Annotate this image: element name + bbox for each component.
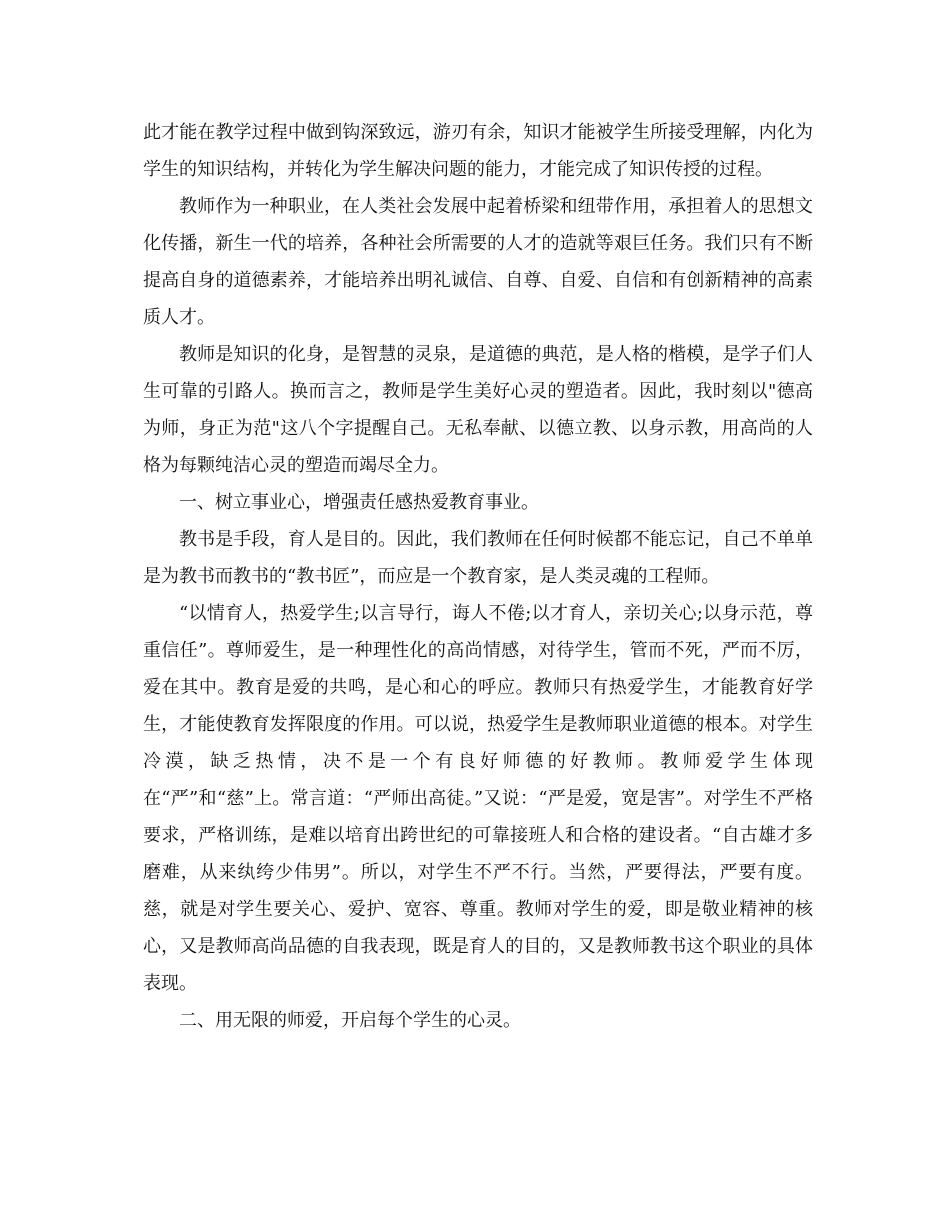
document-body (143, 114, 813, 1039)
section-heading-1: 一、树立事业心，增强责任感热爱教育事业。 (179, 492, 539, 513)
section-heading-2: 二、用无限的师爱，开启每个学生的心灵。 (179, 1010, 521, 1031)
paragraph-teacher-role-model: 教师是知识的化身，是智慧的灵泉，是道德的典范，是人格的楷模，是学子们人生可靠的引路人。换而言之，教师是学生美好心灵的塑造者。因此，我时刻以"德高为师，身正为范"这八个字提醒自己。无私奉献、以德立教、以身示教，用高尚的人格为每颗纯洁心灵的塑造而竭尽全力。 (143, 344, 813, 476)
paragraph-teacher-profession: 教师作为一种职业，在人类社会发展中起着桥梁和纽带作用，承担着人的思想文化传播，新生一代的培养，各种社会所需要的人才的造就等艰巨任务。我们只有不断提高自身的道德素养，才能培养出明礼诚信、自尊、自爱、自信和有创新精神的高素质人才。 (143, 196, 813, 328)
paragraph-love-students: “以情育人，热爱学生;以言导行，诲人不倦;以才育人，亲切关心;以身示范，尊重信任”。尊师爱生，是一种理性化的高尚情感，对待学生，管而不死，严而不厉，爱在其中。教育是爱的共鸣，是心和心的呼应。教师只有热爱学生，才能教育好学生，才能使教育发挥限度的作用。可以说，热爱学生是教师职业道德的根本。对学生冷漠，缺乏热情，决不是一个有良好师德的好教师。教师爱学生体现在“严”和“慈”上。常言道：“严师出高徒。”又说：“严是爱，宽是害”。对学生不严格要求，严格训练，是难以培育出跨世纪的可靠接班人和合格的建设者。“自古雄才多磨难，从来纨绔少伟男”。所以，对学生不严不行。当然，严要得法，严要有度。慈，就是对学生要关心、爱护、宽容、尊重。教师对学生的爱，即是敬业精神的核心，又是教师高尚品德的自我表现，既是育人的目的，又是教师教书这个职业的具体表现。 (143, 603, 813, 994)
paragraph-continuation: 此才能在教学过程中做到钩深致远，游刃有余，知识才能被学生所接受理解，内化为学生的知识结构，并转化为学生解决问题的能力，才能完成了知识传授的过程。 (143, 122, 813, 180)
paragraph-teaching-purpose: 教书是手段，育人是目的。因此，我们教师在任何时候都不能忘记，自己不单单是为教书而教书的“教书匠”，而应是一个教育家，是人类灵魂的工程师。 (143, 529, 813, 587)
